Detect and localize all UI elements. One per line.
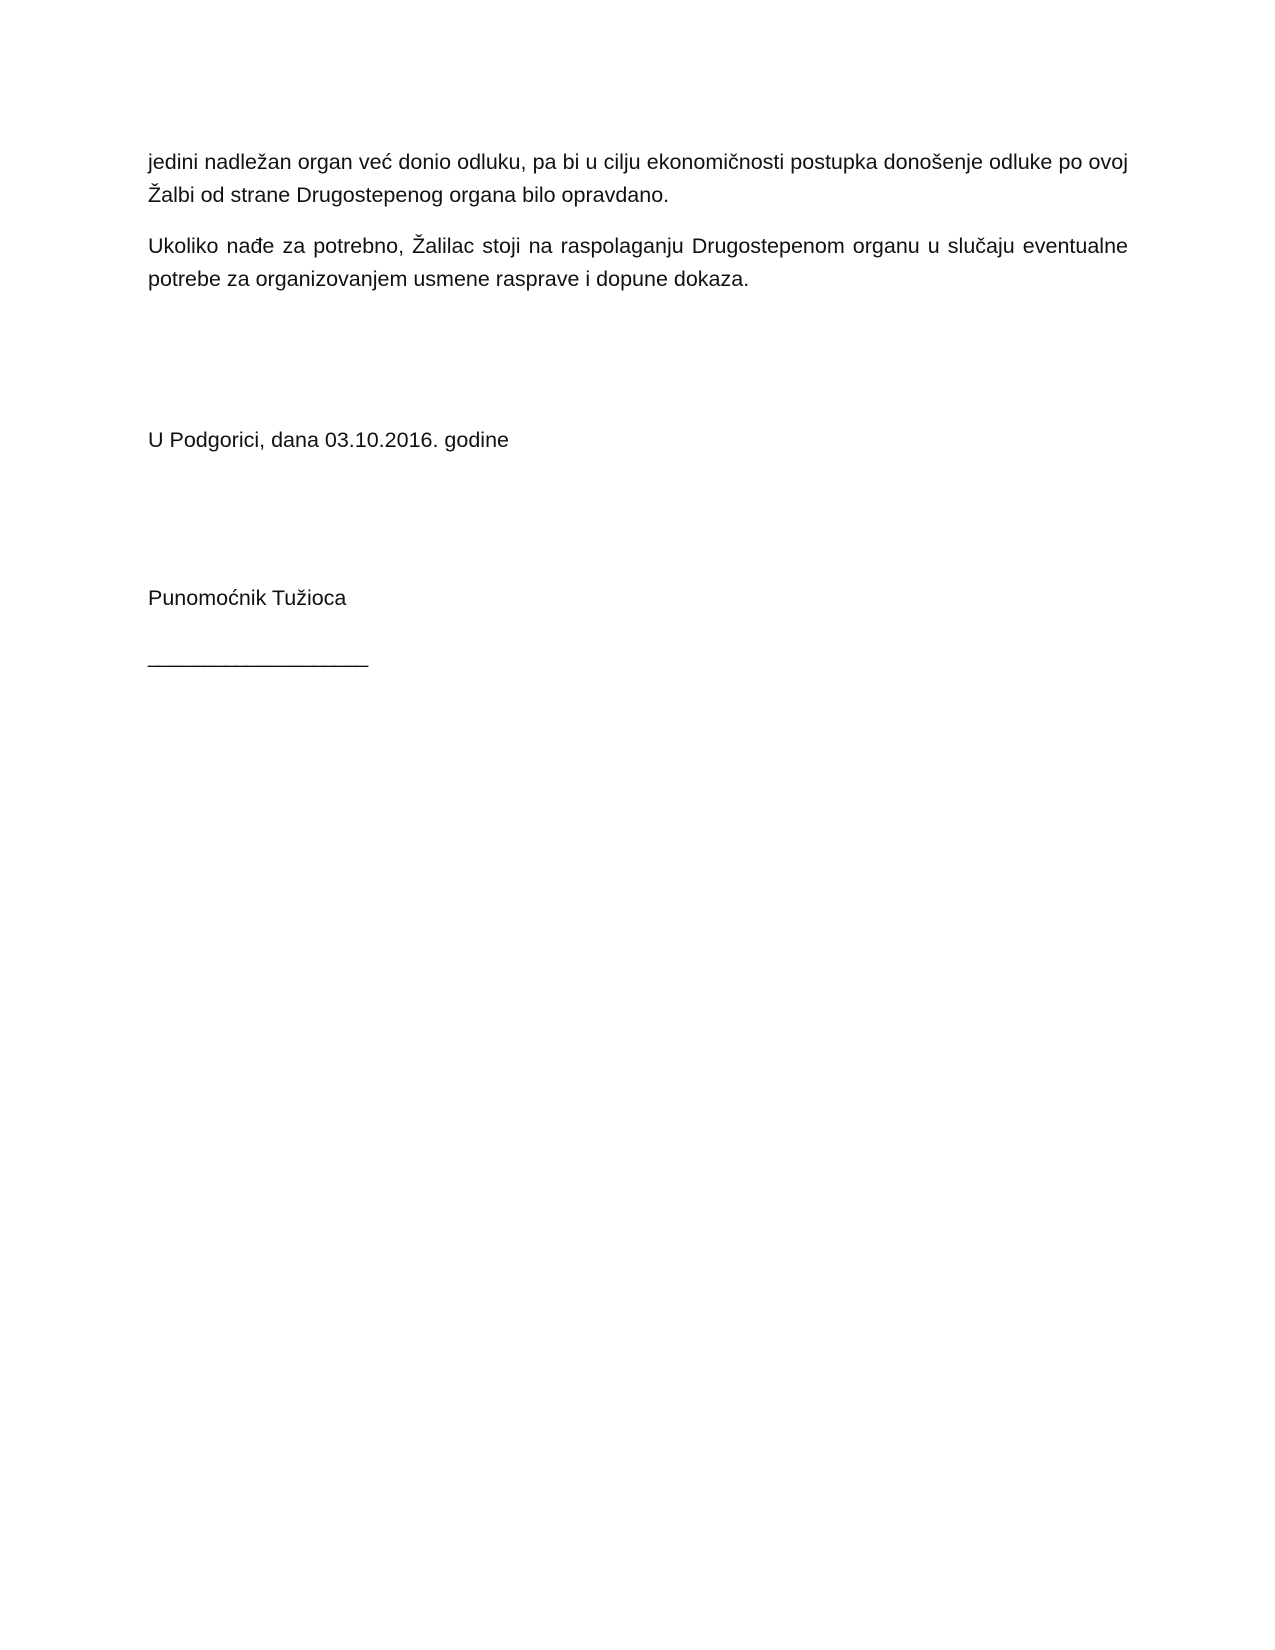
paragraph-1: jedini nadležan organ već donio odluku, pa bi u cilju ekonomičnosti postupka donošenje odluke po ovoj Žalbi od strane Drugostepenog organa bilo opravdano. bbox=[148, 150, 1128, 207]
paragraph-2: Ukoliko nađe za potrebno, Žalilac stoji na raspolaganju Drugostepenom organu u slučaju eventualne potrebe za organizovanjem usmene rasprave i dopune dokaza. bbox=[148, 234, 1128, 291]
document-body bbox=[148, 146, 1128, 296]
signature-line: ____________________ bbox=[148, 644, 368, 668]
signer-title: Punomoćnik Tužioca bbox=[148, 586, 347, 610]
place-date-line: U Podgorici, dana 03.10.2016. godine bbox=[148, 428, 509, 452]
